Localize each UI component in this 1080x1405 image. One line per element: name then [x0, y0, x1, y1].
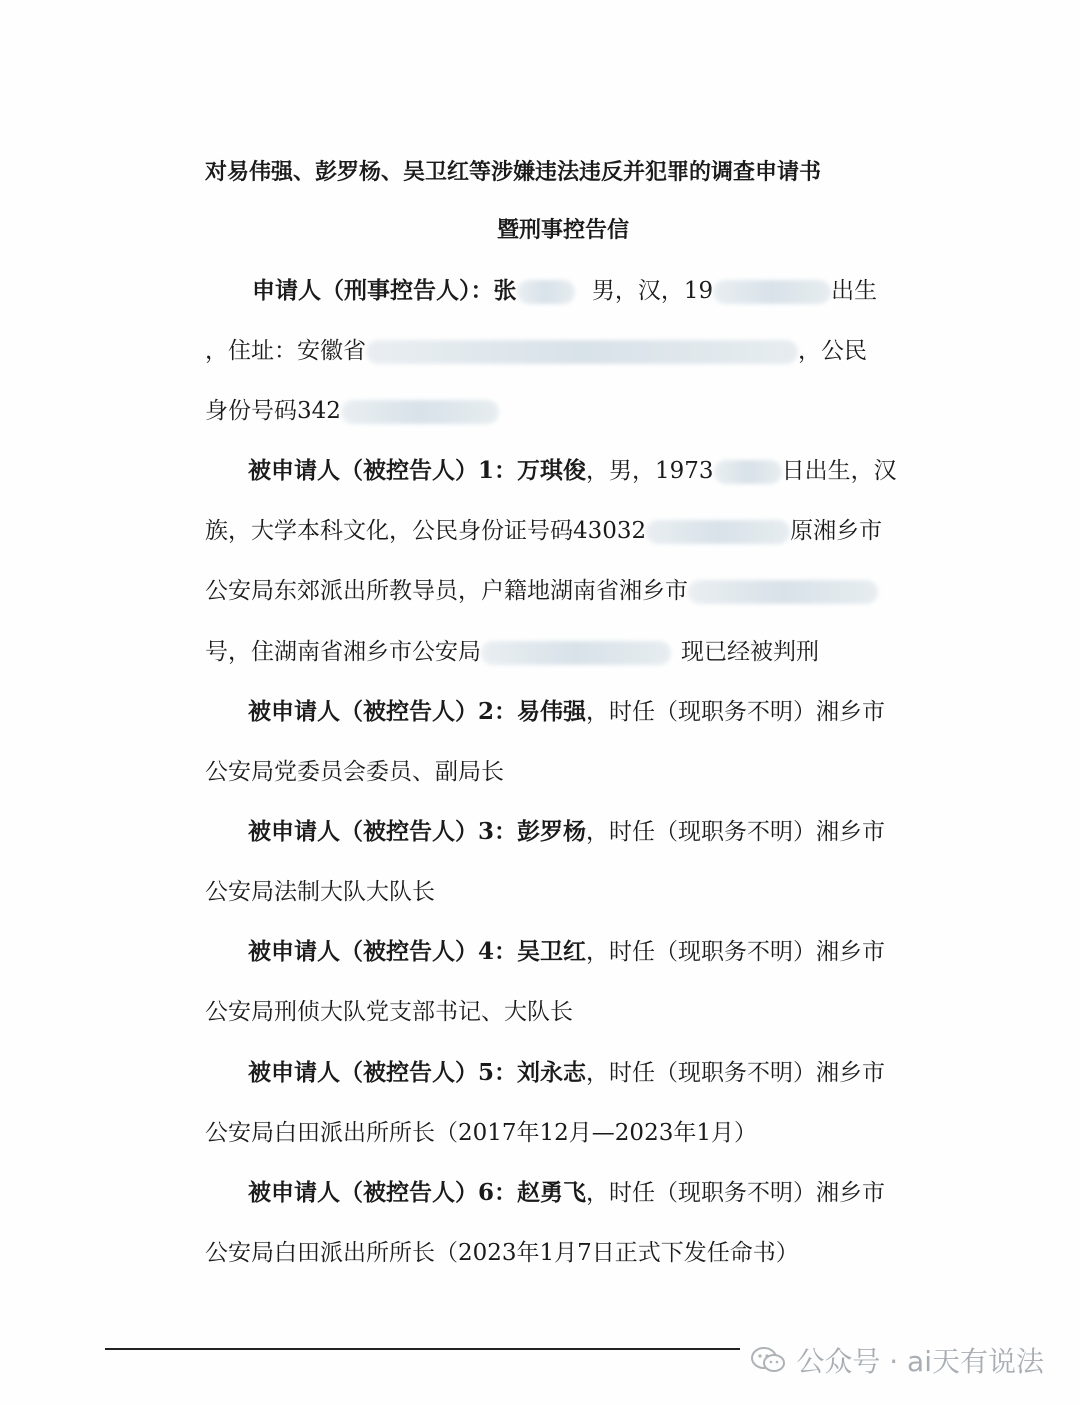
- redaction-mark: [713, 280, 831, 304]
- respondent-detail: ，时任（现职务不明）湘乡市: [586, 699, 886, 725]
- respondent-1-line-2: [205, 516, 882, 546]
- applicant-line-2: [205, 336, 867, 366]
- respondent-5-line-2: 公安局白田派出所所长（2017年12月—2023年1月）: [205, 1120, 757, 1146]
- respondent-name: 易伟强: [517, 698, 587, 725]
- respondent-detail: ，时任（现职务不明）湘乡市: [586, 1060, 886, 1086]
- applicant-address-prefix: ，住址：安徽省: [205, 338, 366, 364]
- respondent-detail: ，时任（现职务不明）湘乡市: [586, 1180, 886, 1206]
- respondent-name: 吴卫红: [517, 938, 587, 965]
- respondent-label: 被申请人（被控告人）2：: [248, 698, 518, 725]
- respondent-detail: ，时任（现职务不明）湘乡市: [586, 939, 886, 965]
- redaction-mark: [481, 641, 671, 665]
- applicant-name: 张: [493, 277, 517, 304]
- respondent-1-line-1: [248, 456, 897, 486]
- respondent-detail: 号，住湖南省湘乡市公安局: [205, 639, 481, 665]
- applicant-label: 申请人（刑事控告人）：: [252, 277, 494, 304]
- applicant-line-1: [252, 276, 877, 306]
- respondent-1-line-4: [205, 637, 819, 667]
- respondent-6-line-1: [248, 1178, 885, 1208]
- watermark-text: 公众号 · ai天有说法: [796, 1345, 1044, 1378]
- respondent-detail: ，时任（现职务不明）湘乡市: [586, 819, 886, 845]
- redaction-mark: [688, 580, 878, 604]
- respondent-1-line-3: [205, 576, 878, 606]
- applicant-birth-suffix: 出生: [831, 278, 878, 304]
- respondent-4-line-1: [248, 937, 885, 967]
- document-title: 对易伟强、彭罗杨、吴卫红等涉嫌违法违反并犯罪的调查申请书: [205, 159, 822, 185]
- respondent-name: 赵勇飞: [517, 1179, 587, 1206]
- respondent-label: 被申请人（被控告人）4：: [248, 938, 518, 965]
- applicant-gender: 男，汉，: [591, 278, 684, 304]
- respondent-detail: 公安局东郊派出所教导员，户籍地湖南省湘乡市: [205, 578, 688, 604]
- applicant-id: 身份号码342: [205, 398, 341, 424]
- respondent-3-line-2: 公安局法制大队大队长: [205, 879, 435, 905]
- respondent-3-line-1: [248, 817, 885, 847]
- respondent-2-line-1: [248, 697, 885, 727]
- wechat-icon: [750, 1346, 786, 1374]
- respondent-detail: 日出生，汉: [781, 458, 897, 484]
- applicant-birth: 19: [683, 278, 714, 304]
- respondent-label: 被申请人（被控告人）5：: [248, 1059, 518, 1086]
- respondent-detail: 现已经被判刑: [681, 639, 819, 665]
- redaction-mark: [366, 340, 798, 364]
- redaction-mark: [341, 400, 499, 424]
- respondent-6-line-2: 公安局白田派出所所长（2023年1月7日正式下发任命书）: [205, 1240, 799, 1266]
- redaction-mark: [714, 460, 782, 484]
- redaction-mark: [517, 280, 575, 304]
- watermark: [750, 1340, 1044, 1380]
- respondent-label: 被申请人（被控告人）3：: [248, 818, 518, 845]
- respondent-name: 刘永志: [517, 1059, 587, 1086]
- respondent-label: 被申请人（被控告人）1：: [248, 457, 518, 484]
- redaction-mark: [646, 520, 790, 544]
- respondent-name: 万琪俊: [517, 457, 587, 484]
- respondent-label: 被申请人（被控告人）6：: [248, 1179, 518, 1206]
- respondent-detail: 原湘乡市: [790, 518, 883, 544]
- respondent-4-line-2: 公安局刑侦大队党支部书记、大队长: [205, 999, 573, 1025]
- respondent-2-line-2: 公安局党委员会委员、副局长: [205, 759, 504, 785]
- footer-rule: [105, 1348, 740, 1350]
- applicant-line-3: [205, 396, 499, 426]
- document-subtitle: 暨刑事控告信: [497, 217, 630, 243]
- respondent-detail: ，男，1973: [586, 458, 714, 484]
- respondent-name: 彭罗杨: [517, 818, 587, 845]
- respondent-detail: 族，大学本科文化，公民身份证号码43032: [205, 518, 647, 544]
- applicant-address-suffix: ，公民: [798, 338, 867, 364]
- respondent-5-line-1: [248, 1058, 885, 1088]
